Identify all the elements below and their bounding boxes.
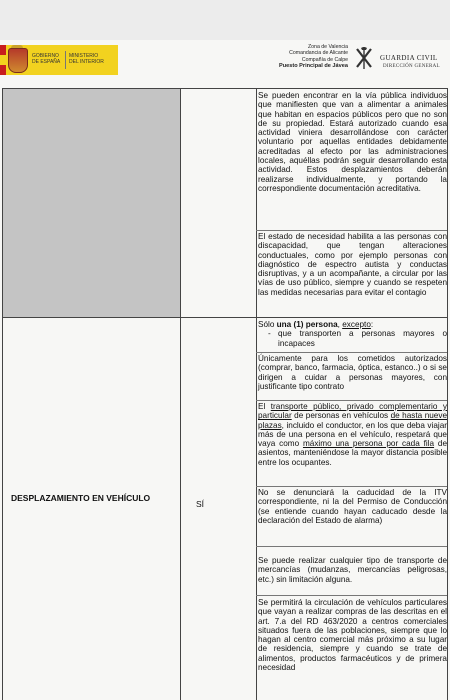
document-header	[0, 42, 450, 86]
row-divider	[3, 317, 447, 318]
flag-icon	[0, 45, 6, 75]
top-strip	[0, 0, 450, 40]
list-item: - que transporten a personas mayores o incapaces	[278, 329, 447, 348]
cell-itv-expiry: No se denunciará la caducidad de la ITV correspondiente, ni la del Permiso de Conducción (se entiende cuando hayan caducado desde la declaración del Estado de alarma)	[258, 488, 447, 525]
government-logo	[0, 45, 118, 75]
row-label-vehiculo: DESPLAZAMIENTO EN VEHÍCULO	[11, 493, 151, 503]
c3-underline: de hasta nueve plazas	[258, 411, 448, 430]
column-divider	[256, 89, 257, 700]
unit-company: Compañía de Calpe	[301, 56, 348, 63]
c3-text: El	[258, 402, 271, 411]
c1-bold: una (1) persona	[276, 320, 338, 329]
ministry-label: MINISTERIO DEL INTERIOR	[69, 53, 104, 65]
cell-divider	[256, 595, 447, 596]
logo-divider	[65, 51, 66, 69]
c3-text: de asientos, manteniéndose la mayor distancia posible entre los ocupantes.	[258, 439, 447, 467]
regulations-table	[2, 88, 448, 700]
unit-address	[236, 44, 348, 69]
row-value-si: SÍ	[196, 499, 205, 509]
cell-divider	[256, 400, 447, 401]
unit-command: Comandancia de Alicante	[289, 50, 348, 57]
c3-underline: máximo una persona por cada fila	[302, 439, 435, 449]
c1-pre: Sólo	[258, 320, 277, 329]
cell-disability: El estado de necesidad habilita a las personas con discapacidad, que tengan alteraciones conductuales, como por ejemplo personas con diagnóstico de espectro autista y conductas disruptivas, y a un acompañante, a circular por las vías de uso público, siempre y cuando se respeten las medidas necesarias para evitar el contagio	[258, 232, 447, 297]
cell-passenger-transport	[258, 402, 447, 467]
shaded-cells	[3, 89, 180, 317]
guardia-civil-title: GUARDIA CIVIL	[380, 54, 438, 62]
cell-divider	[256, 486, 447, 487]
c3-text: , incluido el conductor, en los que deba viajar más de una persona en el vehículo, respetará que vaya como	[258, 420, 447, 449]
c3-underline: transporte público, privado complementario y particular	[258, 402, 447, 421]
exceptions-list	[258, 329, 447, 348]
cell-divider	[256, 352, 447, 353]
cell-divider	[256, 546, 447, 547]
gov-label: GOBIERNO DE ESPAÑA	[32, 53, 61, 65]
coat-of-arms-icon	[8, 48, 28, 73]
unit-zone: Zona de Valencia	[308, 44, 348, 50]
cell-animal-feeding: Se pueden encontrar en la vía pública individuos que manifiesten que van a alimentar a animales que habitan en espacios públicos pero que no son de su propiedad. Estará autorizado cuando esa actividad viniera desarrollándose con carácter voluntario por aquellas entidades debidamente acreditadas al efecto por las administraciones locales, aquéllas podrán seguir desarrollando esta actividad. Estos desplazamientos deberán realizarse individualmente, y portando la correspondiente documentación acreditativa.	[258, 91, 447, 193]
cell-authorized-tasks: Únicamente para los cometidos autorizados (comprar, banco, farmacia, óptica, estanco..) o si se dirigen a cuidar a personas mayores, con justificante tipo contrato	[258, 354, 447, 391]
cell-goods-transport: Se puede realizar cualquier tipo de transporte de mercancías (mudanzas, mercancías peligrosas, etc.) sin limitación alguna.	[258, 556, 447, 584]
c3-text: de personas en vehículos	[291, 411, 391, 421]
c1-excepto: excepto	[342, 320, 371, 329]
cell-shopping-centers: Se permitirá la circulación de vehículos particulares que vayan a realizar compras de las descritas en el art. 7.a del RD 463/2020 a centros comerciales situados fuera de las poblaciones, siempre que lo hagan al centro comercial más próximo a su lugar de residencia, siempre y cuando se trate de alimentos, productos farmacéuticos y de primera necesidad	[258, 598, 447, 673]
guardia-civil-subtitle: DIRECCIÓN GENERAL	[383, 64, 440, 69]
column-divider	[180, 89, 181, 700]
c1-post: ,	[337, 320, 343, 329]
guardia-civil-emblem-icon	[354, 46, 374, 70]
unit-post: Puesto Principal de Jávea	[278, 62, 348, 69]
c1-colon: :	[370, 320, 374, 329]
cell-divider	[256, 230, 447, 231]
cell-one-person	[258, 320, 447, 348]
